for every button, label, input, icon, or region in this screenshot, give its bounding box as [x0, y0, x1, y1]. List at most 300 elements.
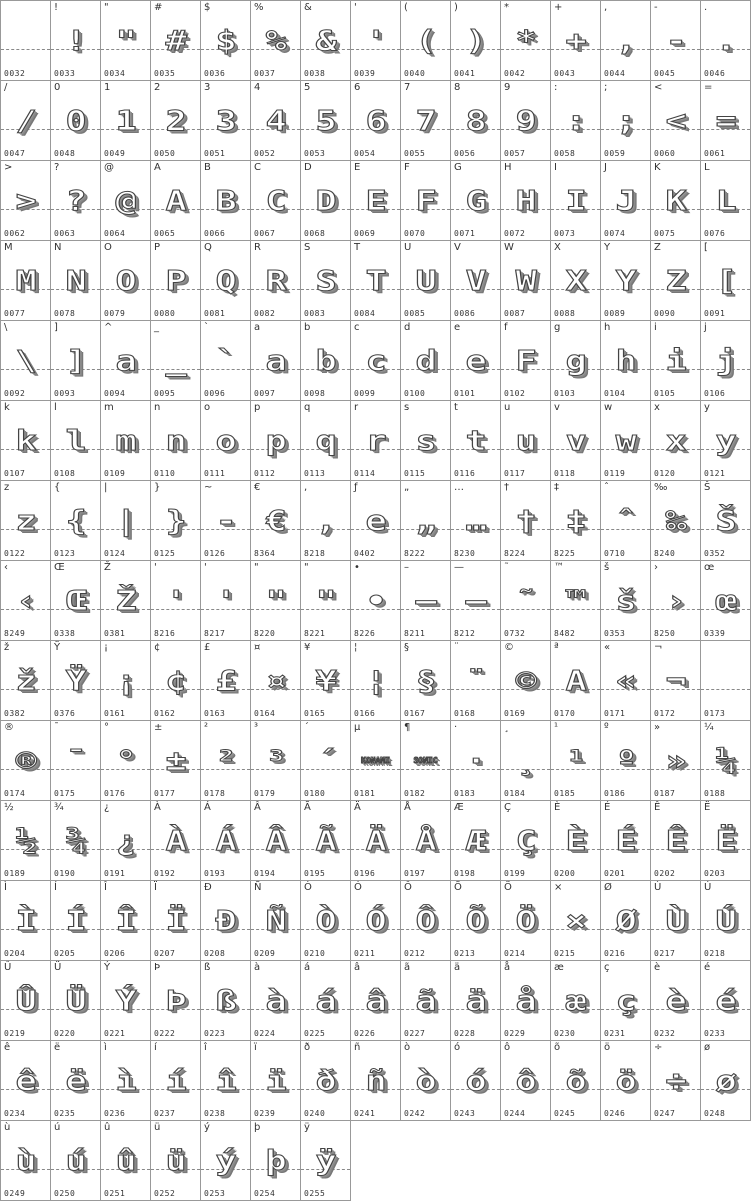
character-code: 0048 [54, 149, 76, 158]
character-label: H [504, 162, 512, 173]
glyph-sample: k [15, 424, 36, 457]
glyph-sample: Œ [65, 584, 86, 617]
glyph-cell [551, 961, 601, 1041]
glyph-cell [651, 961, 701, 1041]
glyph-cell [501, 401, 551, 481]
glyph-cell [351, 961, 401, 1041]
glyph-sample: • [365, 584, 386, 617]
glyph-cell [301, 1, 351, 81]
character-code: 0047 [4, 149, 26, 158]
glyph-sample: Ë [715, 824, 736, 857]
glyph-cell [451, 881, 501, 961]
glyph-cell [601, 641, 651, 721]
character-label: † [504, 482, 509, 493]
character-code: 0089 [604, 309, 626, 318]
glyph-cell [301, 561, 351, 641]
glyph-sample: ó [465, 1064, 486, 1097]
glyph-sample: Í [65, 904, 86, 937]
glyph-sample: - [215, 504, 236, 537]
character-code: 0180 [304, 789, 326, 798]
glyph-sample: # [165, 24, 186, 57]
glyph-sample: % [265, 24, 286, 57]
glyph-cell [151, 561, 201, 641]
glyph-sample: 0 [65, 104, 86, 137]
glyph-sample: q [315, 424, 336, 457]
glyph-sample: J [615, 184, 636, 217]
glyph-sample: w [615, 424, 636, 457]
character-label: » [654, 722, 661, 733]
character-code: 0202 [654, 869, 676, 878]
glyph-sample: ð [315, 1064, 336, 1097]
glyph-cell [701, 561, 751, 641]
glyph-cell [301, 1121, 351, 1201]
glyph-cell [701, 1, 751, 81]
character-label: ù [4, 1122, 11, 1133]
glyph-sample: s [415, 424, 436, 457]
character-label: ¢ [154, 642, 161, 653]
character-label: Ä [354, 802, 361, 813]
glyph-cell [151, 881, 201, 961]
character-code: 0252 [154, 1189, 176, 1198]
character-code: 8212 [454, 629, 476, 638]
glyph-cell [651, 241, 701, 321]
glyph-cell [151, 1041, 201, 1121]
character-label: ¦ [354, 642, 358, 653]
glyph-cell [601, 561, 651, 641]
character-code: 0200 [554, 869, 576, 878]
character-code: 0238 [204, 1109, 226, 1118]
character-code: 0161 [104, 709, 126, 718]
glyph-cell [401, 721, 451, 801]
glyph-sample: " [265, 584, 286, 617]
character-code: 0094 [104, 389, 126, 398]
character-code: 0173 [704, 709, 726, 718]
glyph-sample: ¤ [265, 664, 286, 697]
glyph-cell [451, 961, 501, 1041]
character-code: 0211 [354, 949, 376, 958]
character-label: V [454, 242, 461, 253]
glyph-sample: \ [15, 344, 36, 377]
glyph-sample: œ [715, 584, 736, 617]
character-code: 0244 [504, 1109, 526, 1118]
character-label: m [104, 402, 114, 413]
character-label: ë [54, 1042, 61, 1053]
character-code: 0069 [354, 229, 376, 238]
character-code: 0091 [704, 309, 726, 318]
character-code: 0218 [704, 949, 726, 958]
glyph-sample: × [565, 904, 586, 937]
glyph-cell [501, 161, 551, 241]
character-label: Ø [604, 882, 612, 893]
glyph-sample: KONAMI [361, 756, 390, 765]
character-code: 0250 [54, 1189, 76, 1198]
character-code: 0352 [704, 549, 726, 558]
character-label: ê [4, 1042, 11, 1053]
character-label: Ö [504, 882, 512, 893]
glyph-cell [251, 481, 301, 561]
character-code: 8216 [154, 629, 176, 638]
glyph-cell [351, 401, 401, 481]
character-label: % [254, 2, 264, 13]
glyph-cell [701, 321, 751, 401]
character-label: , [604, 2, 608, 13]
character-label: r [354, 402, 359, 413]
character-code: 0203 [704, 869, 726, 878]
character-label: 8 [454, 82, 461, 93]
character-code: 0402 [354, 549, 376, 558]
glyph-cell [151, 641, 201, 721]
glyph-sample: , [315, 504, 336, 537]
glyph-cell [501, 641, 551, 721]
character-label: \ [4, 322, 8, 333]
glyph-cell [501, 81, 551, 161]
character-label: I [554, 162, 557, 173]
character-label: ó [454, 1042, 461, 1053]
character-code: 0042 [504, 69, 526, 78]
character-label: ø [704, 1042, 711, 1053]
glyph-cell [351, 641, 401, 721]
glyph-sample: ? [65, 184, 86, 217]
character-code: 0088 [554, 309, 576, 318]
glyph-cell [401, 561, 451, 641]
glyph-cell [401, 801, 451, 881]
glyph-sample: ê [15, 1064, 36, 1097]
glyph-sample: Ø [615, 904, 636, 937]
character-label: z [4, 482, 10, 493]
character-code: 0168 [454, 709, 476, 718]
glyph-sample: ¾ [65, 824, 86, 857]
character-code: 0194 [254, 869, 276, 878]
character-label: Š [704, 482, 711, 493]
glyph-sample: Q [215, 264, 236, 297]
character-code: 0090 [654, 309, 676, 318]
glyph-cell [101, 161, 151, 241]
character-code: 0100 [404, 389, 426, 398]
character-code: 0040 [404, 69, 426, 78]
character-code: 0045 [654, 69, 676, 78]
glyph-cell [351, 81, 401, 161]
character-code: 0193 [204, 869, 226, 878]
glyph-sample: ¸ [515, 744, 536, 777]
character-label: l [54, 402, 57, 413]
glyph-cell [451, 161, 501, 241]
glyph-cell [701, 81, 751, 161]
character-label: ç [604, 962, 610, 973]
glyph-sample: è [665, 984, 686, 1017]
character-code: 0242 [404, 1109, 426, 1118]
character-label: j [704, 322, 707, 333]
glyph-sample: ¼ [715, 744, 736, 777]
character-label: - [654, 2, 658, 13]
glyph-sample: ¡ [115, 664, 136, 697]
glyph-sample: Â [265, 824, 286, 857]
character-code: 0083 [304, 309, 326, 318]
glyph-sample: D [315, 184, 336, 217]
glyph-sample: Ÿ [65, 664, 86, 697]
glyph-sample: T [365, 264, 386, 297]
glyph-sample: å [515, 984, 536, 1017]
glyph-sample: 5 [315, 104, 336, 137]
glyph-cell [651, 641, 701, 721]
character-code: 0214 [504, 949, 526, 958]
character-code: 0205 [54, 949, 76, 958]
glyph-cell [651, 81, 701, 161]
glyph-cell [101, 481, 151, 561]
glyph-cell [1, 321, 51, 401]
glyph-cell [201, 881, 251, 961]
glyph-sample: K [665, 184, 686, 217]
character-code: 0102 [504, 389, 526, 398]
character-code: 0381 [104, 629, 126, 638]
glyph-sample: < [665, 104, 686, 137]
character-label: : [554, 82, 558, 93]
character-label: p [254, 402, 261, 413]
character-label: 6 [354, 82, 361, 93]
glyph-cell [451, 401, 501, 481]
character-label: W [504, 242, 514, 253]
glyph-sample: $ [215, 24, 236, 57]
glyph-sample: ¯ [65, 744, 86, 777]
character-label: ¾ [54, 802, 64, 813]
character-code: 0230 [554, 1029, 576, 1038]
character-label: N [54, 242, 62, 253]
character-label: â [354, 962, 361, 973]
glyph-cell [151, 161, 201, 241]
glyph-cell [501, 321, 551, 401]
glyph-sample: r [365, 424, 386, 457]
character-label: g [554, 322, 561, 333]
character-code: 0116 [454, 469, 476, 478]
glyph-sample: M [15, 264, 36, 297]
glyph-sample: € [265, 504, 286, 537]
character-code: 0231 [604, 1029, 626, 1038]
glyph-sample: ÿ [315, 1144, 336, 1177]
glyph-cell [551, 81, 601, 161]
glyph-cell [601, 241, 651, 321]
character-code: 0184 [504, 789, 526, 798]
glyph-sample: U [415, 264, 436, 297]
glyph-sample: g [565, 344, 586, 377]
character-label: ¬ [654, 642, 663, 653]
glyph-cell [351, 801, 401, 881]
character-code: 0054 [354, 149, 376, 158]
glyph-cell [51, 641, 101, 721]
character-code: 0208 [204, 949, 226, 958]
glyph-sample: Ê [665, 824, 686, 857]
glyph-cell [501, 1041, 551, 1121]
glyph-sample [1, 21, 51, 61]
character-code: 0099 [354, 389, 376, 398]
character-code: 0101 [454, 389, 476, 398]
glyph-sample: Á [215, 824, 236, 857]
glyph-cell [301, 1041, 351, 1121]
character-code: 0123 [54, 549, 76, 558]
glyph-cell [351, 481, 401, 561]
character-label: ý [204, 1122, 210, 1133]
glyph-cell [701, 801, 751, 881]
glyph-sample: Ö [515, 904, 536, 937]
character-label: ' [154, 562, 157, 573]
glyph-sample: ½ [15, 824, 36, 857]
glyph-cell [1, 161, 51, 241]
character-code: 0183 [454, 789, 476, 798]
glyph-sample: ) [465, 24, 486, 57]
glyph-cell [251, 881, 301, 961]
character-label: # [154, 2, 163, 13]
glyph-cell [201, 1041, 251, 1121]
character-label: < [654, 82, 663, 93]
character-label: o [204, 402, 211, 413]
glyph-cell [351, 161, 401, 241]
glyph-sample: | [115, 504, 136, 537]
character-code: 0032 [4, 69, 26, 78]
character-label: , [304, 482, 308, 493]
glyph-sample: ¦ [365, 664, 386, 697]
character-label: ¤ [254, 642, 261, 653]
character-label: ¼ [704, 722, 714, 733]
glyph-cell [1, 81, 51, 161]
character-label: ß [204, 962, 211, 973]
character-code: 0074 [604, 229, 626, 238]
character-code: 0114 [354, 469, 376, 478]
glyph-sample: : [565, 104, 586, 137]
glyph-cell [151, 321, 201, 401]
glyph-cell [51, 801, 101, 881]
character-label: ú [54, 1122, 61, 1133]
character-label: Ï [154, 882, 157, 893]
glyph-cell [51, 1121, 101, 1201]
character-code: 0105 [654, 389, 676, 398]
character-label: ´ [304, 722, 309, 733]
character-label: 9 [504, 82, 511, 93]
character-code: 0081 [204, 309, 226, 318]
character-code: 0353 [604, 629, 626, 638]
glyph-cell [251, 1, 301, 81]
character-label: º [604, 722, 609, 733]
character-label: + [554, 2, 563, 13]
glyph-cell [601, 1, 651, 81]
character-code: 0171 [604, 709, 626, 718]
character-code: 8221 [304, 629, 326, 638]
glyph-cell [251, 721, 301, 801]
glyph-cell [51, 1, 101, 81]
glyph-cell [651, 1, 701, 81]
character-code: 0124 [104, 549, 126, 558]
glyph-cell [551, 161, 601, 241]
character-code: 0092 [4, 389, 26, 398]
glyph-sample: z [15, 504, 36, 537]
glyph-sample: C [265, 184, 286, 217]
glyph-sample: Ó [365, 904, 386, 937]
glyph-sample: l [65, 424, 86, 457]
character-code: 0050 [154, 149, 176, 158]
glyph-cell [551, 481, 601, 561]
character-label: ³ [254, 722, 259, 733]
character-code: 0176 [104, 789, 126, 798]
glyph-sample: B [215, 184, 236, 217]
glyph-sample: Z [665, 264, 686, 297]
character-code: 0210 [304, 949, 326, 958]
glyph-sample: Š [715, 504, 736, 537]
character-label: ò [404, 1042, 411, 1053]
glyph-cell [351, 241, 401, 321]
glyph-cell [151, 801, 201, 881]
character-label: ‹ [4, 562, 8, 573]
glyph-sample: F [415, 184, 436, 217]
character-label: ® [4, 722, 14, 733]
character-label: ö [604, 1042, 611, 1053]
character-code: 0104 [604, 389, 626, 398]
glyph-cell [401, 241, 451, 321]
glyph-sample: b [315, 344, 336, 377]
glyph-cell [201, 401, 251, 481]
character-label: ] [54, 322, 58, 333]
glyph-cell [401, 961, 451, 1041]
character-label: í [154, 1042, 157, 1053]
character-label: & [304, 2, 312, 13]
glyph-sample: ù [15, 1144, 36, 1177]
glyph-cell [251, 241, 301, 321]
character-code: 0732 [504, 629, 526, 638]
character-code: 0234 [4, 1109, 26, 1118]
glyph-sample: u [515, 424, 536, 457]
character-code: 0195 [304, 869, 326, 878]
character-label: * [504, 2, 509, 13]
character-label: · [454, 722, 458, 733]
glyph-sample: Å [415, 824, 436, 857]
glyph-cell [501, 561, 551, 641]
character-label: È [554, 802, 561, 813]
character-code: 0103 [554, 389, 576, 398]
glyph-sample: - [665, 24, 686, 57]
character-label: Ç [504, 802, 511, 813]
glyph-sample: ß [215, 984, 236, 1017]
character-code: 0039 [354, 69, 376, 78]
character-label: 0 [54, 82, 61, 93]
character-label: × [554, 882, 563, 893]
character-label: Û [4, 962, 12, 973]
glyph-sample: ¥ [315, 664, 336, 697]
glyph-cell [401, 1041, 451, 1121]
glyph-sample: ° [115, 744, 136, 777]
character-label: ± [154, 722, 163, 733]
glyph-cell [451, 481, 501, 561]
glyph-sample: N [65, 264, 86, 297]
character-label: € [254, 482, 261, 493]
character-label: A [154, 162, 161, 173]
character-code: 0044 [604, 69, 626, 78]
character-code: 0078 [54, 309, 76, 318]
character-label: a [254, 322, 261, 333]
glyph-cell [151, 241, 201, 321]
glyph-sample: ; [615, 104, 636, 137]
glyph-cell [451, 1, 501, 81]
character-label: Ô [404, 882, 412, 893]
glyph-cell [251, 561, 301, 641]
character-code: 0062 [4, 229, 26, 238]
glyph-sample: ñ [365, 1064, 386, 1097]
glyph-sample: â [365, 984, 386, 1017]
character-code: 0225 [304, 1029, 326, 1038]
glyph-sample: > [15, 184, 36, 217]
glyph-sample: i [665, 344, 686, 377]
glyph-cell [501, 881, 551, 961]
character-code: 0073 [554, 229, 576, 238]
glyph-sample: 9 [515, 104, 536, 137]
character-code: 0167 [404, 709, 426, 718]
character-label: ˆ [604, 482, 609, 493]
glyph-cell [101, 881, 151, 961]
